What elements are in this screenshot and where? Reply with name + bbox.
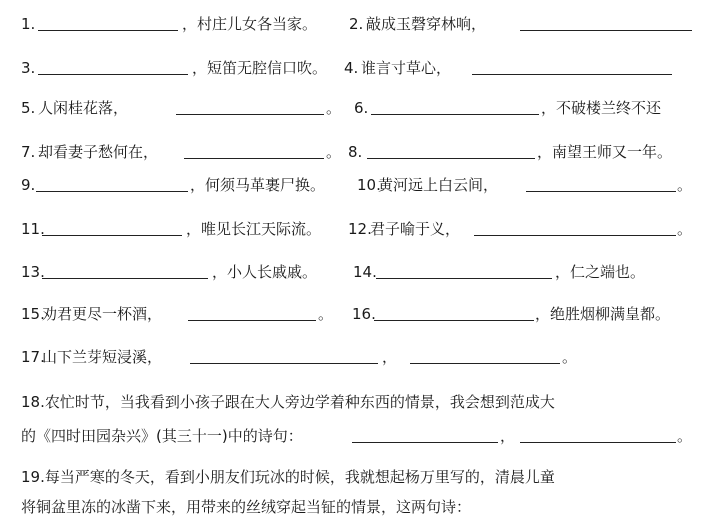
q14-number: 14. <box>353 263 377 281</box>
q6-answer-blank[interactable] <box>371 100 539 115</box>
row-q3-q4 <box>0 58 701 78</box>
q13-number: 13. <box>21 263 45 281</box>
q16-text: ，绝胜烟柳满皇都。 <box>535 305 671 323</box>
q6-number: 6. <box>354 99 369 117</box>
q18-line-2 <box>0 426 701 446</box>
row-q1-q2 <box>0 14 701 34</box>
row-q5-q6 <box>0 98 701 118</box>
q3-answer-blank[interactable] <box>38 60 188 75</box>
q7-text: 却看妻子愁何在， <box>38 143 159 161</box>
q10-end: 。 <box>677 176 693 194</box>
q9-number: 9. <box>21 176 36 194</box>
q7-answer-blank[interactable] <box>184 144 324 159</box>
q4-answer-blank[interactable] <box>472 60 672 75</box>
row-q13-q14 <box>0 262 701 282</box>
q8-text: ，南望王师又一年。 <box>537 143 673 161</box>
q5-end: 。 <box>326 99 342 117</box>
q13-text: ，小人长戚戚。 <box>212 263 318 281</box>
q18-end: 。 <box>677 427 693 445</box>
q2-number: 2. <box>349 15 364 33</box>
q18-answer-blank-2[interactable] <box>520 428 676 443</box>
row-q17 <box>0 347 701 367</box>
q9-answer-blank[interactable] <box>36 177 188 192</box>
q12-number: 12. <box>348 220 372 238</box>
q7-number: 7. <box>21 143 36 161</box>
q8-answer-blank[interactable] <box>367 144 535 159</box>
q14-text: ，仁之端也。 <box>555 263 646 281</box>
q10-answer-blank[interactable] <box>526 177 676 192</box>
q17-number: 17. <box>21 348 45 366</box>
q15-end: 。 <box>318 305 334 323</box>
q17-mid: ， <box>382 348 398 366</box>
q13-answer-blank[interactable] <box>42 264 208 279</box>
q16-answer-blank[interactable] <box>374 306 534 321</box>
row-q15-q16 <box>0 304 701 324</box>
q15-number: 15. <box>21 305 45 323</box>
q19-prompt-1: 19.每当严寒的冬天，看到小朋友们玩冰的时候，我就想起杨万里写的，清晨儿童 <box>21 468 555 486</box>
q16-number: 16. <box>352 305 376 323</box>
q12-text: 君子喻于义， <box>370 220 461 238</box>
row-q9-q10 <box>0 175 701 195</box>
q18-answer-blank-1[interactable] <box>352 428 498 443</box>
q11-text: ，唯见长江天际流。 <box>186 220 322 238</box>
q5-answer-blank[interactable] <box>176 100 324 115</box>
row-q11-q12 <box>0 219 701 239</box>
q1-text: ，村庄儿女各当家。 <box>182 15 318 33</box>
q10-text: 黄河远上白云间， <box>378 176 499 194</box>
q14-answer-blank[interactable] <box>376 264 552 279</box>
q19-prompt-2: 将铜盆里冻的冰凿下来，用带来的丝绒穿起当钲的情景，这两句诗： <box>21 498 472 516</box>
q15-text: 劝君更尽一杯酒， <box>42 305 163 323</box>
q12-end: 。 <box>677 220 693 238</box>
q10-number: 10. <box>357 176 381 194</box>
q3-text: ，短笛无腔信口吹。 <box>192 59 328 77</box>
q12-answer-blank[interactable] <box>474 221 676 236</box>
q1-number: 1. <box>21 15 36 33</box>
q3-number: 3. <box>21 59 36 77</box>
q11-answer-blank[interactable] <box>42 221 182 236</box>
q7-end: 。 <box>326 143 342 161</box>
q4-text: 谁言寸草心， <box>361 59 452 77</box>
q17-answer-blank-2[interactable] <box>410 349 560 364</box>
q17-text: 山下兰芽短浸溪， <box>42 348 163 366</box>
q2-text: 敲成玉磬穿林响， <box>366 15 487 33</box>
q18-prompt-1: 18.农忙时节，当我看到小孩子跟在大人旁边学着种东西的情景，我会想到范成大 <box>21 393 555 411</box>
q4-number: 4. <box>344 59 359 77</box>
q2-answer-blank[interactable] <box>520 16 692 31</box>
q9-text: ，何须马革裹尸换。 <box>190 176 326 194</box>
q1-answer-blank[interactable] <box>38 16 178 31</box>
q19-line-2 <box>0 497 701 517</box>
q17-answer-blank-1[interactable] <box>190 349 378 364</box>
q5-number: 5. <box>21 99 36 117</box>
q15-answer-blank[interactable] <box>188 306 316 321</box>
q18-prompt-2: 的《四时田园杂兴》(其三十一)中的诗句： <box>21 427 303 445</box>
row-q7-q8 <box>0 142 701 162</box>
q5-text: 人闲桂花落， <box>38 99 129 117</box>
q18-line-1 <box>0 392 701 412</box>
q11-number: 11. <box>21 220 45 238</box>
q18-mid: ， <box>500 427 516 445</box>
q6-text: ，不破楼兰终不还 <box>541 99 662 117</box>
q19-line-1 <box>0 467 701 487</box>
q8-number: 8. <box>348 143 363 161</box>
q17-end: 。 <box>562 348 578 366</box>
